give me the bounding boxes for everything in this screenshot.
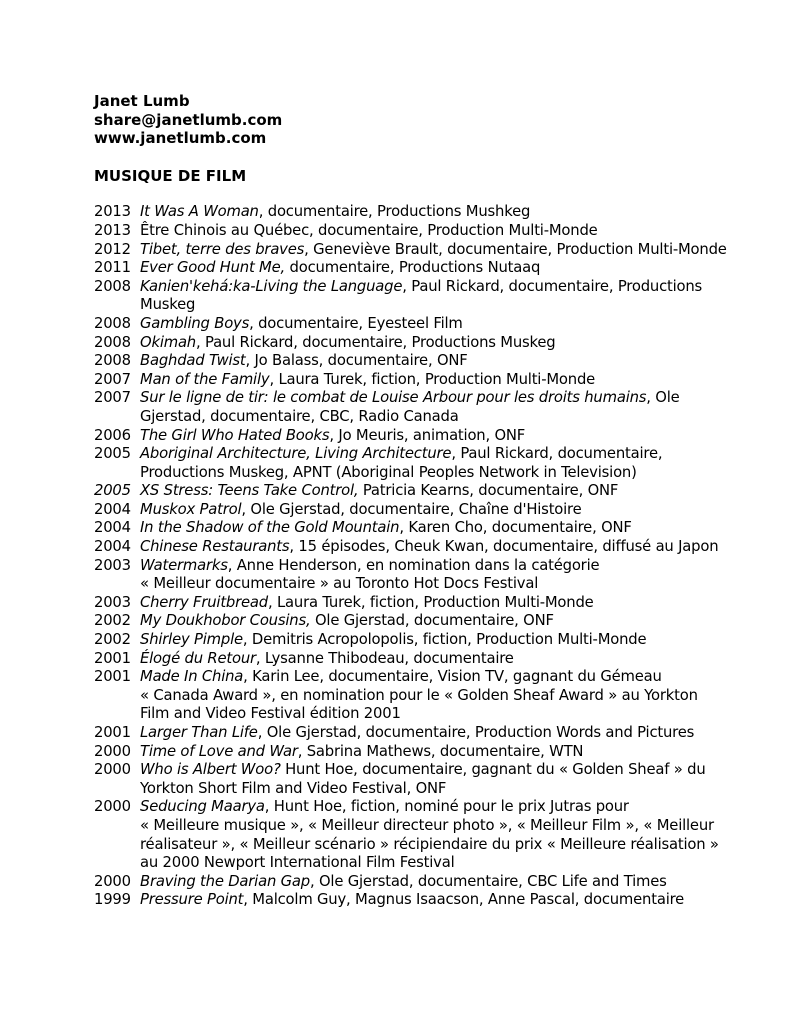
film-entry [94,743,754,762]
author-website[interactable]: www.janetlumb.com [94,129,267,148]
film-details: Être Chinois au Québec, documentaire, Production Multi-Monde [140,221,598,239]
author-name: Janet Lumb [94,92,190,110]
film-details: , Ole Gjerstad, documentaire, Production Words and Pictures [257,724,695,741]
film-details: , Lysanne Thibodeau, documentaire [255,649,514,667]
film-year: 2013 [94,203,131,221]
film-year: 2005 [94,445,131,463]
film-details: Ole Gjerstad, documentaire, ONF [310,612,554,630]
film-details: , Paul Rickard, documentaire, Productions [402,277,703,295]
film-description-line: « Meilleur documentaire » au Toronto Hot Docs Festival [140,575,539,593]
film-description-line [140,352,754,371]
film-entry [94,482,754,501]
film-details: , Paul Rickard, documentaire, [451,445,663,463]
film-description-line [140,631,754,650]
film-entry [94,241,754,260]
film-year: 2011 [94,259,131,277]
film-year: 2008 [94,314,131,332]
film-details: documentaire, Productions Nutaaq [285,259,541,277]
film-title: Chinese Restaurants [140,538,290,556]
film-year: 2005 [94,482,131,500]
resume-page [94,92,754,910]
film-description-line [140,427,754,446]
film-details: , Hunt Hoe, fiction, nominé pour le prix Jutras pour [264,798,629,816]
film-year: 2001 [94,724,131,741]
film-description-line: « Meilleure musique », « Meilleur directeur photo », « Meilleur Film », « Meilleur [140,816,714,834]
film-year: 2003 [94,593,131,611]
film-entry [94,222,754,241]
film-entry [94,334,754,353]
section-title: MUSIQUE DE FILM [94,166,247,185]
film-details: , Laura Turek, fiction, Production Multi-Monde [269,370,596,388]
film-description-line [140,501,754,520]
film-title: In the Shadow of the Gold Mountain [140,519,400,537]
film-year: 2012 [94,240,131,258]
film-title: Seducing Maarya [140,798,265,816]
film-year: 2004 [94,500,131,518]
film-details: , Ole [646,389,680,407]
film-details: , Jo Meuris, animation, ONF [329,426,526,444]
film-entry [94,352,754,371]
film-description-line [140,761,754,780]
film-description-line [140,594,754,613]
film-title: Larger Than Life [140,724,258,741]
film-year: 2000 [94,742,131,760]
film-details: , Paul Rickard, documentaire, Productions Muskeg [196,333,556,351]
film-description-line: réalisateur », « Meilleur scénario » récipiendaire du prix « Meilleure réalisation » [140,835,719,853]
film-entry [94,519,754,538]
film-year: 2006 [94,426,131,444]
film-year: 1999 [94,891,131,909]
film-details: , Ole Gjerstad, documentaire, Chaîne d'Histoire [241,500,582,518]
film-title: Okimah [140,333,196,351]
film-entry [94,389,754,426]
film-description-line [140,798,754,817]
film-title: The Girl Who Hated Books [140,426,330,444]
film-details: , Karen Cho, documentaire, ONF [399,519,632,537]
film-description-line [140,743,754,762]
film-title: Ever Good Hunt Me, [140,259,286,277]
film-details: , Demitris Acropolopolis, fiction, Production Multi-Monde [242,631,647,649]
film-entry [94,668,754,724]
film-entry [94,278,754,315]
film-year: 2003 [94,556,131,574]
film-entry [94,315,754,334]
film-year: 2008 [94,352,131,370]
film-year: 2008 [94,277,131,295]
film-entry [94,203,754,222]
film-description-line [140,538,754,557]
film-description-line [140,278,754,297]
film-description-line [140,389,754,408]
film-entry [94,891,754,910]
film-title: Watermarks [140,556,228,574]
film-description-line: Muskeg [140,296,196,314]
film-details: , Geneviève Brault, documentaire, Production Multi-Monde [304,240,727,258]
film-description-line [140,371,754,390]
film-year: 2002 [94,631,131,649]
film-details: , Anne Henderson, en nomination dans la catégorie [227,556,600,574]
film-entry [94,612,754,631]
film-entry [94,538,754,557]
film-title: Man of the Family [140,370,270,388]
film-title: Shirley Pimple [140,631,243,649]
film-description-line [140,241,754,260]
film-title: Who is Albert Woo? [140,761,281,779]
film-details: , Karin Lee, documentaire, Vision TV, gagnant du Gémeau [243,668,662,686]
film-entry [94,594,754,613]
film-description-line [140,612,754,631]
film-description-line [140,873,754,892]
film-year: 2001 [94,668,131,686]
film-year: 2000 [94,872,131,890]
film-description-line: « Canada Award », en nomination pour le « Golden Sheaf Award » au Yorkton [140,686,698,704]
film-description-line [140,315,754,334]
film-description-line: Film and Video Festival édition 2001 [140,705,401,723]
film-entry [94,650,754,669]
film-entry [94,724,754,743]
film-entry [94,761,754,798]
film-entry [94,873,754,892]
film-entry [94,445,754,482]
film-details: , documentaire, Productions Mushkeg [258,203,531,221]
film-title: My Doukhobor Cousins, [140,612,311,630]
film-title: It Was A Woman [140,203,259,221]
film-description-line [140,668,754,687]
film-year: 2000 [94,798,131,816]
film-details: , Laura Turek, fiction, Production Multi-Monde [267,593,594,611]
film-entry [94,501,754,520]
film-year: 2013 [94,221,131,239]
film-title: Braving the Darian Gap [140,872,310,890]
film-description-line: au 2000 Newport International Film Festival [140,854,455,872]
film-year: 2004 [94,519,131,537]
film-year: 2002 [94,612,131,630]
film-year: 2008 [94,333,131,351]
film-description-line [140,334,754,353]
film-details: , Ole Gjerstad, documentaire, CBC Life and Times [309,872,667,890]
film-year: 2000 [94,761,131,779]
film-title: Made In China [140,668,244,686]
film-entry [94,557,754,594]
film-year: 2007 [94,370,131,388]
film-details: , Jo Balass, documentaire, ONF [245,352,468,370]
film-details: , Malcolm Guy, Magnus Isaacson, Anne Pascal, documentaire [243,891,685,909]
filmography-list [94,203,754,910]
film-details: Patricia Kearns, documentaire, ONF [358,482,619,500]
film-title: Élogé du Retour [140,649,256,667]
film-entry [94,427,754,446]
film-description-line [140,222,754,241]
film-year: 2001 [94,649,131,667]
film-description-line [140,203,754,222]
film-description-line: Gjerstad, documentaire, CBC, Radio Canada [140,407,459,425]
film-description-line [140,259,754,278]
film-description-line [140,519,754,538]
film-details: , documentaire, Eyesteel Film [249,314,463,332]
film-title: Kanien'kehá:ka-Living the Language [140,277,403,295]
film-description-line [140,650,754,669]
film-entry [94,631,754,650]
film-entry [94,371,754,390]
author-email[interactable]: share@janetlumb.com [94,110,283,129]
film-details: , Sabrina Mathews, documentaire, WTN [297,742,584,760]
film-description-line [140,445,754,464]
film-description-line [140,891,754,910]
film-description-line [140,724,754,743]
film-details: , 15 épisodes, Cheuk Kwan, documentaire, diffusé au Japon [289,538,719,556]
film-title: Pressure Point [140,891,244,909]
film-title: Gambling Boys [140,314,250,332]
film-title: Cherry Fruitbread [140,593,268,611]
film-title: Baghdad Twist [140,352,246,370]
film-details: Hunt Hoe, documentaire, gagnant du « Golden Sheaf » du [280,761,706,779]
film-title: Tibet, terre des braves [140,240,305,258]
film-description-line: Yorkton Short Film and Video Festival, ONF [140,779,447,797]
film-year: 2004 [94,538,131,556]
film-title: Muskox Patrol [140,500,242,518]
film-year: 2007 [94,389,131,407]
film-description-line [140,482,754,501]
film-title: Aboriginal Architecture, Living Architecture [140,445,452,463]
film-entry [94,259,754,278]
film-title: XS Stress: Teens Take Control, [140,482,359,500]
film-title: Sur le ligne de tir: le combat de Louise Arbour pour les droits humains [140,389,647,407]
film-description-line [140,557,754,576]
film-entry [94,798,754,872]
film-description-line: Productions Muskeg, APNT (Aboriginal Peoples Network in Television) [140,463,637,481]
film-title: Time of Love and War [140,742,298,760]
